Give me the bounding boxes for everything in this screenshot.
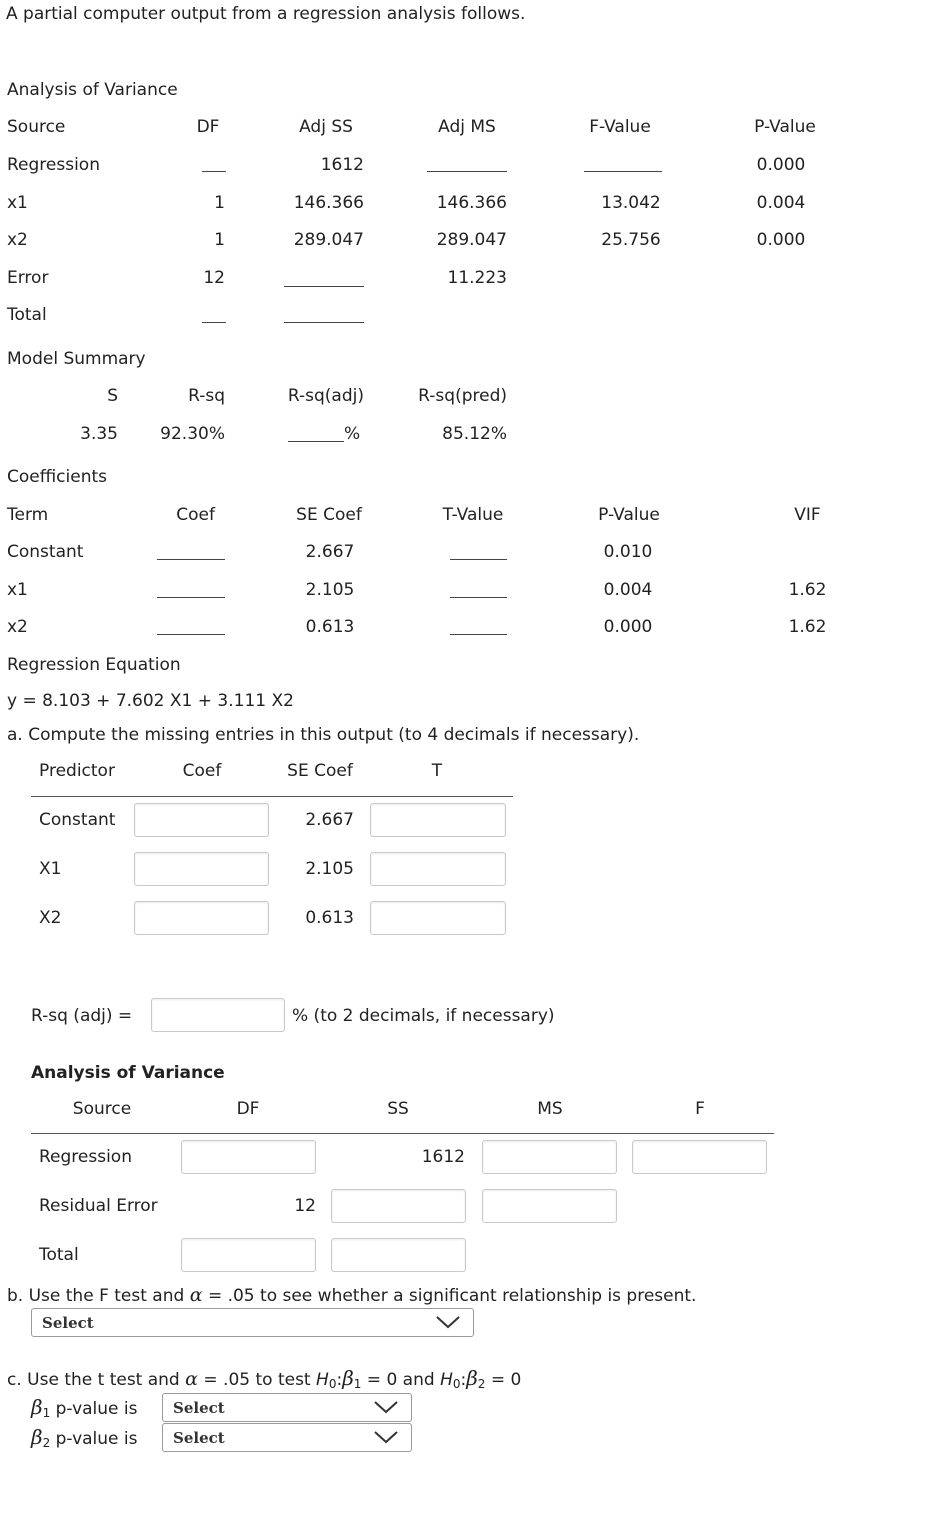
- ms-value-rsq: 92.30%: [160, 424, 225, 444]
- anova-x2-ss: 289.047: [293, 230, 364, 250]
- residual-ss-input[interactable]: [331, 1189, 466, 1223]
- pa-anova-title: Analysis of Variance: [31, 1063, 225, 1083]
- anova-reg-p: 0.000: [756, 155, 806, 175]
- anova-x1-ms: 146.366: [436, 193, 507, 213]
- equation-text: y = 8.103 + 7.602 X1 + 3.111 X2: [7, 691, 294, 711]
- pa-anova-rule: [31, 1133, 774, 1134]
- anova-x1-f: 13.042: [601, 193, 661, 213]
- ms-header-rsq-adj: R-sq(adj): [287, 386, 364, 406]
- ms-header-rsq-pred: R-sq(pred): [418, 386, 507, 406]
- anova-error-df: 12: [203, 268, 225, 288]
- pa-anova-row-label: Total: [39, 1245, 79, 1265]
- x1-t-input[interactable]: [370, 852, 506, 886]
- part-a-prompt: a. Compute the missing entries in this output (to 4 decimals if necessary).: [7, 725, 640, 745]
- regression-df-input[interactable]: [181, 1140, 316, 1174]
- df-blank: [202, 322, 226, 323]
- coef-x1-p: 0.004: [603, 580, 653, 600]
- chevron-down-icon: [373, 1399, 399, 1415]
- ms-blank: [427, 171, 507, 172]
- anova-header-p-value: P-Value: [754, 117, 816, 137]
- coef-header-term: Term: [7, 505, 49, 525]
- coef-constant-se: 2.667: [305, 542, 355, 562]
- residual-ms-input[interactable]: [482, 1189, 617, 1223]
- coef-x2-p: 0.000: [603, 617, 653, 637]
- ss-blank: [284, 322, 364, 323]
- anova-x2-f: 25.756: [601, 230, 661, 250]
- anova-x2-ms: 289.047: [436, 230, 507, 250]
- coef-x2-vif: 1.62: [788, 617, 827, 637]
- pa-x2-se: 0.613: [305, 908, 354, 928]
- t-blank: [450, 634, 507, 635]
- chevron-down-icon: [435, 1314, 461, 1330]
- anova-header-adj-ms: Adj MS: [438, 117, 496, 137]
- eq-zero: = 0: [490, 1370, 522, 1390]
- coef-header-p: P-Value: [598, 505, 660, 525]
- ss-blank: [284, 286, 364, 287]
- pa-header-coef: Coef: [182, 761, 222, 781]
- coef-blank: [157, 634, 225, 635]
- anova-title: Analysis of Variance: [7, 80, 178, 100]
- equation-title: Regression Equation: [7, 655, 181, 675]
- anova-header-f-value: F-Value: [589, 117, 651, 137]
- part-b-select-label: Select: [42, 1314, 94, 1332]
- regression-f-input[interactable]: [632, 1140, 767, 1174]
- eq-and: = 0 and: [366, 1370, 435, 1390]
- beta1-text: p-value is: [55, 1399, 138, 1419]
- pa-row-label: X1: [39, 859, 62, 879]
- rsq-adj-blank: [288, 441, 344, 442]
- part-b-prompt: [7, 1285, 696, 1306]
- pa-anova-header-f: F: [695, 1099, 705, 1119]
- coef-x2-se: 0.613: [305, 617, 355, 637]
- anova-x1-p: 0.004: [756, 193, 806, 213]
- anova-reg-ss: 1612: [320, 155, 364, 175]
- coef-constant-p: 0.010: [603, 542, 653, 562]
- beta-symbol: β: [31, 1395, 43, 1419]
- pa-header-predictor: Predictor: [39, 761, 115, 781]
- ms-header-s: S: [107, 386, 118, 406]
- beta2-line: [31, 1426, 138, 1454]
- chevron-down-icon: [373, 1429, 399, 1445]
- anova-row-label: x1: [7, 193, 28, 213]
- beta-symbol: β: [466, 1366, 478, 1390]
- pa-row-label: X2: [39, 908, 62, 928]
- part-c-prompt-pre: c. Use the t test and: [7, 1370, 180, 1390]
- rsq-adj-input[interactable]: [151, 998, 285, 1032]
- pa-anova-header-source: Source: [72, 1099, 132, 1119]
- beta1-select-label: Select: [173, 1399, 225, 1417]
- beta-subscript: 2: [42, 1436, 51, 1450]
- beta-subscript: 2: [477, 1377, 486, 1391]
- anova-header-source: Source: [7, 117, 66, 137]
- beta1-line: [31, 1396, 138, 1424]
- h-symbol: H: [316, 1370, 329, 1390]
- t-blank: [450, 559, 507, 560]
- beta2-select-label: Select: [173, 1429, 225, 1447]
- pa-anova-header-ss: SS: [387, 1099, 409, 1119]
- h-subscript: 0: [452, 1377, 461, 1391]
- colon: :: [336, 1370, 343, 1390]
- anova-x2-p: 0.000: [756, 230, 806, 250]
- pa-anova-row-label: Regression: [39, 1147, 132, 1167]
- pa-anova-header-df: DF: [236, 1099, 260, 1119]
- pa-anova-row-label: Residual Error: [39, 1196, 158, 1216]
- coef-blank: [157, 559, 225, 560]
- alpha-symbol: α: [185, 1368, 198, 1390]
- part-b-prompt-pre: b. Use the F test and: [7, 1286, 185, 1306]
- coef-header-t: T-Value: [442, 505, 504, 525]
- part-c-prompt-mid: = .05 to test: [203, 1370, 311, 1390]
- colon: :: [460, 1370, 467, 1390]
- df-blank: [202, 171, 226, 172]
- coef-header-vif: VIF: [794, 505, 821, 525]
- rsq-adj-label: R-sq (adj) =: [31, 1006, 133, 1026]
- ms-value-rsq-pred: 85.12%: [442, 424, 507, 444]
- anova-error-ms: 11.223: [447, 268, 507, 288]
- anova-row-label: Regression: [7, 155, 100, 175]
- pa-header-rule: [31, 796, 513, 797]
- coef-blank: [157, 597, 225, 598]
- beta2-text: p-value is: [55, 1429, 138, 1449]
- pa-anova-resid-df: 12: [294, 1196, 316, 1216]
- h-symbol: H: [440, 1370, 453, 1390]
- anova-row-label: x2: [7, 230, 28, 250]
- model-summary-title: Model Summary: [7, 349, 146, 369]
- pa-header-se: SE Coef: [287, 761, 353, 781]
- coef-header-coef: Coef: [176, 505, 215, 525]
- total-ss-input[interactable]: [331, 1238, 466, 1272]
- coefficients-title: Coefficients: [7, 467, 107, 487]
- coef-row-label: x2: [7, 617, 28, 637]
- anova-header-df: DF: [196, 117, 220, 137]
- ms-rsq-adj-percent: %: [344, 424, 361, 444]
- alpha-symbol: α: [189, 1284, 203, 1306]
- pa-anova-reg-ss: 1612: [421, 1147, 465, 1167]
- x2-t-input[interactable]: [370, 901, 506, 935]
- pa-x1-se: 2.105: [305, 859, 354, 879]
- pa-row-label: Constant: [39, 810, 116, 830]
- pa-anova-header-ms: MS: [537, 1099, 563, 1119]
- anova-row-label: Error: [7, 268, 49, 288]
- coef-x1-vif: 1.62: [788, 580, 827, 600]
- pa-header-t: T: [431, 761, 443, 781]
- f-blank: [584, 171, 662, 172]
- ms-value-s: 3.35: [80, 424, 118, 444]
- anova-x1-df: 1: [214, 193, 225, 213]
- x1-coef-input[interactable]: [134, 852, 269, 886]
- constant-t-input[interactable]: [370, 803, 506, 837]
- intro-text: A partial computer output from a regression analysis follows.: [6, 4, 526, 24]
- h-subscript: 0: [328, 1377, 337, 1391]
- part-c-prompt: [7, 1367, 521, 1395]
- total-df-input[interactable]: [181, 1238, 316, 1272]
- anova-header-adj-ss: Adj SS: [299, 117, 353, 137]
- coef-row-label: Constant: [7, 542, 84, 562]
- beta-subscript: 1: [42, 1406, 51, 1420]
- anova-x1-ss: 146.366: [293, 193, 364, 213]
- t-blank: [450, 597, 507, 598]
- beta-subscript: 1: [353, 1377, 362, 1391]
- part-b-select[interactable]: [31, 1308, 474, 1337]
- part-b-prompt-post: = .05 to see whether a significant relationship is present.: [207, 1286, 697, 1306]
- ms-header-rsq: R-sq: [188, 386, 225, 406]
- x2-coef-input[interactable]: [134, 901, 269, 935]
- regression-ms-input[interactable]: [482, 1140, 617, 1174]
- rsq-adj-note: % (to 2 decimals, if necessary): [292, 1006, 555, 1026]
- anova-row-label: Total: [7, 305, 47, 325]
- coef-x1-se: 2.105: [305, 580, 355, 600]
- anova-x2-df: 1: [214, 230, 225, 250]
- constant-coef-input[interactable]: [134, 803, 269, 837]
- coef-row-label: x1: [7, 580, 28, 600]
- beta1-pvalue-select[interactable]: [162, 1393, 412, 1422]
- coef-header-se: SE Coef: [296, 505, 362, 525]
- beta2-pvalue-select[interactable]: [162, 1423, 412, 1452]
- beta-symbol: β: [342, 1366, 354, 1390]
- pa-constant-se: 2.667: [305, 810, 354, 830]
- beta-symbol: β: [31, 1425, 43, 1449]
